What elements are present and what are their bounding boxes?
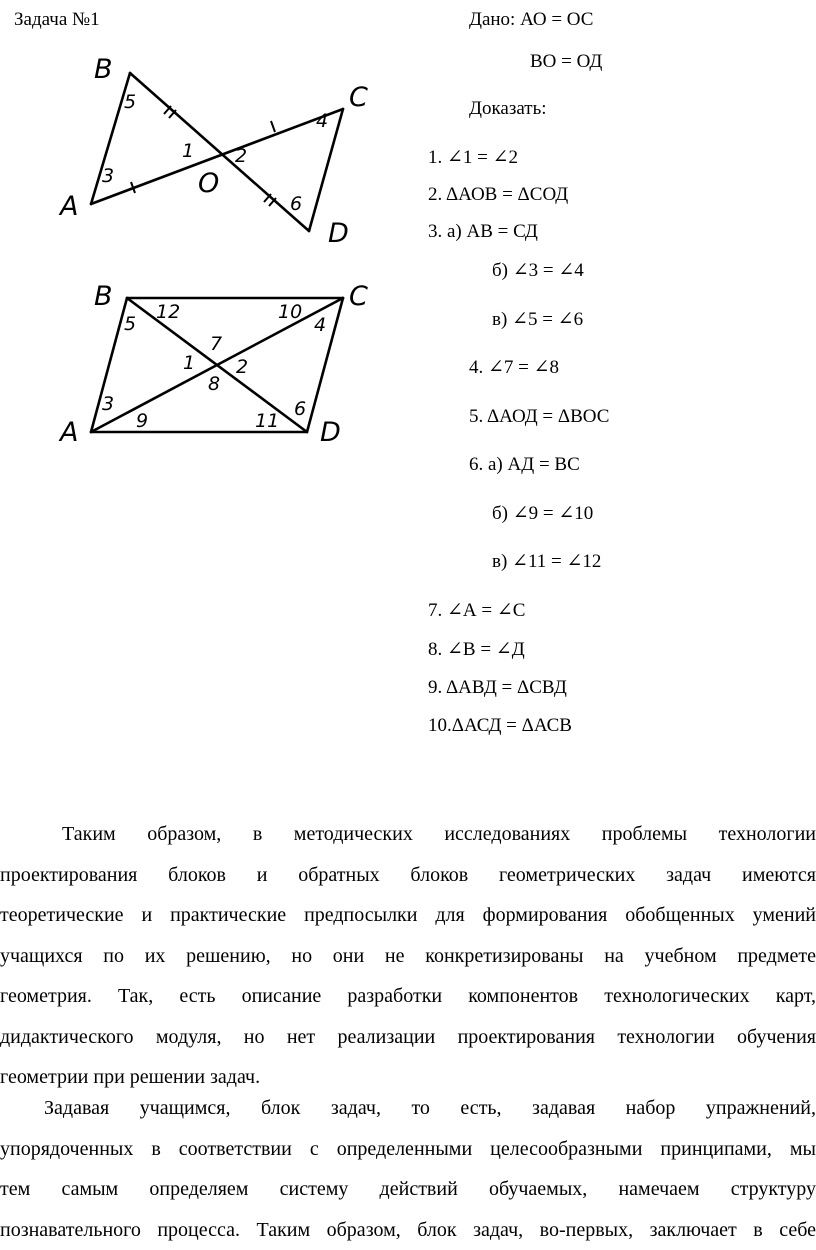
proof-step-3c: в) ∠5 = ∠6 [492,308,583,332]
angle-label-1: 1 [182,140,194,162]
paragraph-line: познавательного процесса. Таким образом, блок задач, во-первых, заключает в себе [0,1210,816,1250]
vertex-label-b: B [94,54,113,85]
vertex-label-c: C [349,281,368,312]
paragraph-2 [0,1088,816,1250]
vertex-label-a: A [58,191,78,222]
angle-label-6: 6 [290,193,302,215]
proof-step-6a: 6. а) АД = ВС [469,453,580,477]
proof-step-5: 5. ΔАОД = ΔВОС [469,405,609,429]
proof-step-3b: б) ∠3 = ∠4 [492,259,584,283]
proof-step-3a: 3. а) АВ = СД [428,220,538,244]
angle-label-3: 3 [102,393,114,415]
paragraph-line: проектирования блоков и обратных блоков геометрических задач имеются [0,855,816,896]
angle-label-5: 5 [124,313,136,335]
angle-label-4: 4 [314,314,326,336]
proof-step-2: 2. ΔАОВ = ΔСОД [428,183,568,207]
angle-label-8: 8 [208,373,220,395]
angle-label-5: 5 [124,91,136,113]
vertex-label-d: D [320,417,341,448]
paragraph-1 [0,814,816,1098]
angle-label-11: 11 [255,410,279,432]
proof-step-7: 7. ∠А = ∠С [428,599,525,623]
vertex-label-d: D [328,218,349,249]
paragraph-line: Задавая учащимся, блок задач, то есть, задавая набор упражнений, [0,1088,816,1129]
proof-step-4: 4. ∠7 = ∠8 [469,356,559,380]
proof-step-6c: в) ∠11 = ∠12 [492,550,601,574]
angle-label-4: 4 [316,110,328,132]
angle-label-2: 2 [235,145,247,167]
vertex-label-o: O [198,168,219,199]
paragraph-line: теоретические и практические предпосылки для формирования обобщенных умений [0,895,816,936]
angle-label-2: 2 [236,356,248,378]
paragraph-line: упорядоченных в соответствии с определенными целесообразными принципами, мы [0,1129,816,1170]
paragraph-line: Таким образом, в методических исследованиях проблемы технологии [0,814,816,855]
angle-label-12: 12 [156,301,180,323]
proof-step-1: 1. ∠1 = ∠2 [428,146,518,170]
angle-label-3: 3 [102,165,114,187]
paragraph-line: дидактического модуля, но нет реализации проектирования технологии обучения [0,1017,816,1058]
vertex-label-b: B [94,281,113,312]
angle-label-6: 6 [294,398,306,420]
proof-step-6b: б) ∠9 = ∠10 [492,502,593,526]
task-title: Задача №1 [14,8,100,32]
vertex-label-a: A [58,417,78,448]
proof-step-10: 10.ΔАСД = ΔАСВ [428,714,572,738]
paragraph-line: тем самым определяем систему действий обучаемых, намечаем структуру [0,1169,816,1210]
angle-label-9: 9 [136,410,148,432]
angle-label-10: 10 [278,301,302,323]
given-statement-2: ВО = ОД [530,50,602,74]
proof-step-8: 8. ∠В = ∠Д [428,638,525,662]
paragraph-line: учащихся по их решению, но они не конкретизированы на учебном предмете [0,936,816,977]
figure-parallelogram [50,275,370,455]
paragraph-line: геометрии при решении задач. [0,1057,816,1098]
figure-triangles [50,40,370,260]
vertex-label-c: C [349,82,368,113]
proof-step-9: 9. ΔАВД = ΔСВД [428,676,567,700]
angle-label-1: 1 [183,352,195,374]
prove-label: Доказать: [469,97,547,121]
angle-label-7: 7 [210,333,222,355]
given-statement: Дано: АО = ОС [469,8,593,32]
paragraph-line: геометрия. Так, есть описание разработки компонентов технологических карт, [0,976,816,1017]
segment-bd [130,73,309,231]
